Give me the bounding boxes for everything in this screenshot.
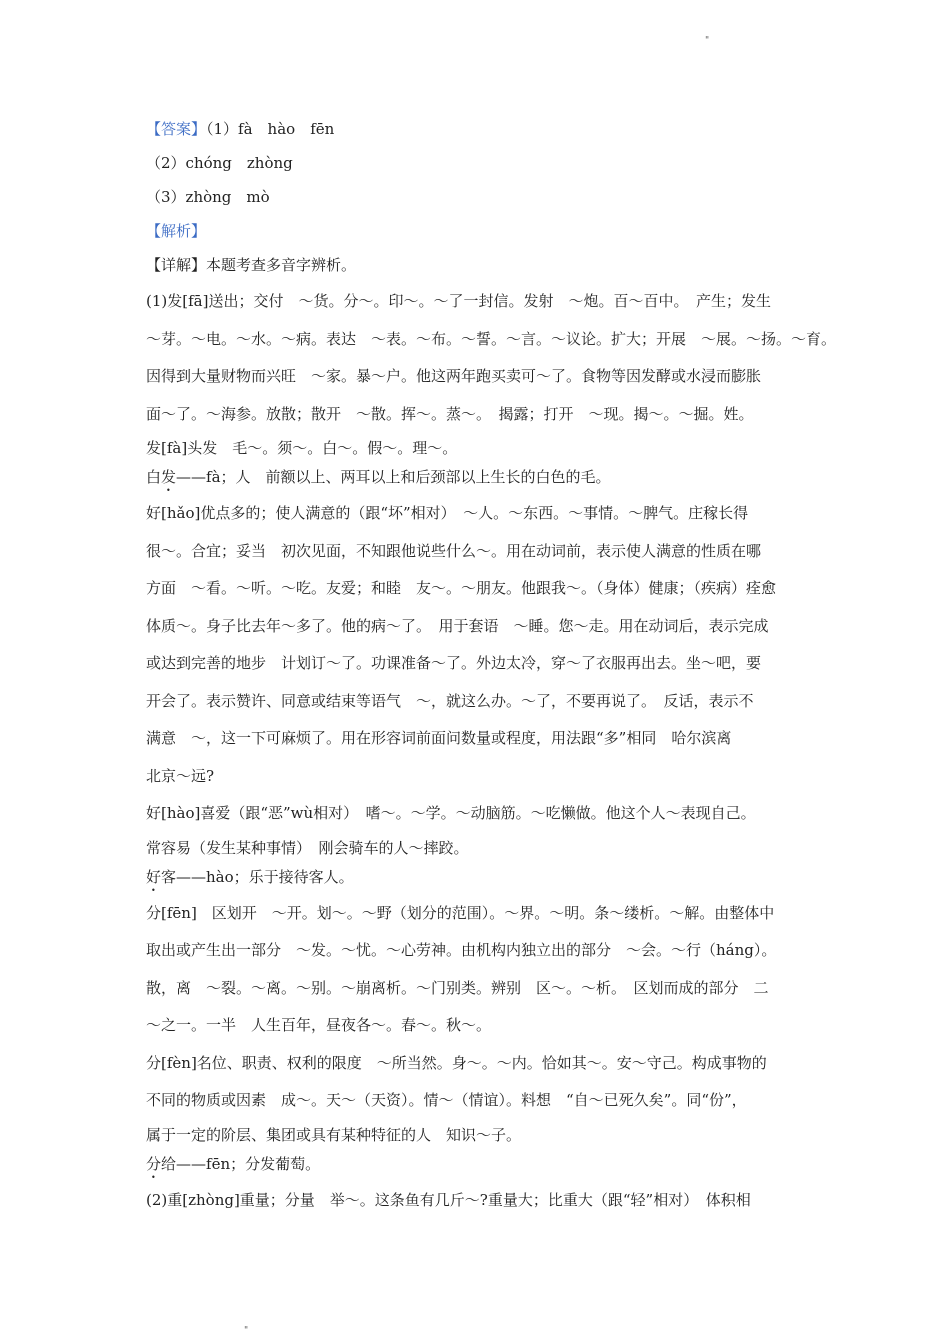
example-text: 客——hào；乐于接待客人。 <box>161 867 354 886</box>
document-body <box>146 114 837 1220</box>
paragraph-line: 好[hào]喜爱（跟“恶”wù相对） 嗜～。～学。～动脑筋。～吃懒做。他这个人～表现自己。 <box>146 804 756 822</box>
paragraph-line: (1)发[fā]送出；交付 ～货。分～。印～。～了一封信。发射 ～炮。百～百中。 产生；发生 <box>146 292 771 310</box>
answer-line-1 <box>146 114 818 148</box>
paragraph-line: 满意 ～，这一下可麻烦了。用在形容词前面问数量或程度，用法跟“多”相同 哈尔滨离 <box>146 729 732 747</box>
paragraph-line: 面～了。～海参。放散；散开 ～散。挥～。蒸～。 揭露；打开 ～现。揭～。～掘。姓。 <box>146 404 754 423</box>
paragraph-line: 开会了。表示赞许、同意或结束等语气 ～，就这么办。～了，不要再说了。 反话，表示不 <box>146 691 754 710</box>
detail-tag: 【详解】 <box>146 256 207 274</box>
answer-tag: 【答案】 <box>146 120 207 138</box>
paragraph-line: 好[hǎo]优点多的；使人满意的（跟“坏”相对） ～人。～东西。～事情。～脾气。庄稼长得 <box>146 504 749 522</box>
paragraph-line: 分[fèn]名位、职责、权利的限度 ～所当然。身～。～内。恰如其～。安～守己。构成事物的 <box>146 1053 767 1072</box>
paragraph-line: 发[fà]头发 毛～。须～。白～。假～。理～。 <box>146 439 458 457</box>
example-text: 给——fēn；分发葡萄。 <box>161 1154 321 1173</box>
page-mark-bottom: " <box>244 1326 249 1336</box>
detail-line <box>146 250 818 284</box>
example-fenji <box>146 1149 818 1183</box>
answer-line-2: （2）chóng zhòng <box>146 154 293 172</box>
example-text: 白 <box>146 468 162 486</box>
paragraph-line: 不同的物质或因素 成～。天～（天资）。情～（情谊）。料想 “自～已死久矣”。同“份”， <box>146 1091 747 1109</box>
paragraph-line: 体质～。身子比去年～多了。他的病～了。 用于套语 ～睡。您～走。用在动词后，表示完成 <box>146 616 769 635</box>
paragraph-line: 北京～远? <box>146 766 215 785</box>
paragraph-line: 散，离 ～裂。～离。～别。～崩离析。～门别类。辨别 区～。～析。 区划而成的部分 二 <box>146 978 769 997</box>
paragraph-line: 方面 ～看。～听。～吃。友爱；和睦 友～。～朋友。他跟我～。（身体）健康；（疾病）痊愈 <box>146 579 777 597</box>
emphasized-char: 分 <box>146 1154 162 1173</box>
example-text: ——fà；人 前额以上、两耳以上和后颈部以上生长的白色的毛。 <box>176 468 611 486</box>
paragraph-line: (2)重[zhòng]重量；分量 举～。这条鱼有几斤～?重量大；比重大（跟“轻”相对） 体积相 <box>146 1190 751 1209</box>
answer-line-3: （3）zhòng mò <box>146 188 270 206</box>
paragraph-line: 或达到完善的地步 计划订～了。功课准备～了。外边太冷，穿～了衣服再出去。坐～吧，要 <box>146 654 762 672</box>
paragraph-line: 因得到大量财物而兴旺 ～家。暴～户。他这两年跑买卖可～了。食物等因发酵或水浸而膨胀 <box>146 367 762 385</box>
paragraph-line: 分[fēn] 区划开 ～开。划～。～野（划分的范围）。～界。～明。条～缕析。～解。由整体中 <box>146 903 775 922</box>
example-haoke <box>146 862 818 896</box>
detail-text: 本题考查多音字辨析。 <box>206 256 357 274</box>
emphasized-char: 好 <box>146 867 162 886</box>
paragraph-line: ～芽。～电。～水。～病。表达 ～表。～布。～誓。～言。～议论。扩大；开展 ～展。～扬。～育。 <box>146 329 837 348</box>
paragraph-line: 很～。合宜；妥当 初次见面，不知跟他说些什么～。用在动词前，表示使人满意的性质在哪 <box>146 541 762 560</box>
analysis-tag: 【解析】 <box>146 222 207 240</box>
emphasized-char: 发 <box>161 468 177 486</box>
paragraph-line: ～之一。一半 人生百年，昼夜各～。春～。秋～。 <box>146 1016 492 1034</box>
page-mark-top: " <box>705 36 710 46</box>
paragraph-line: 常容易（发生某种事情） 刚会骑车的人～摔跤。 <box>146 838 469 857</box>
paragraph-line: 属于一定的阶层、集团或具有某种特征的人 知识～子。 <box>146 1125 522 1144</box>
example-baifa <box>146 462 818 496</box>
answer-text-1: （1）fà hào fēn <box>206 120 335 138</box>
paragraph-line: 取出或产生出一部分 ～发。～忧。～心劳神。由机构内独立出的部分 ～会。～行（háng）。 <box>146 941 777 959</box>
